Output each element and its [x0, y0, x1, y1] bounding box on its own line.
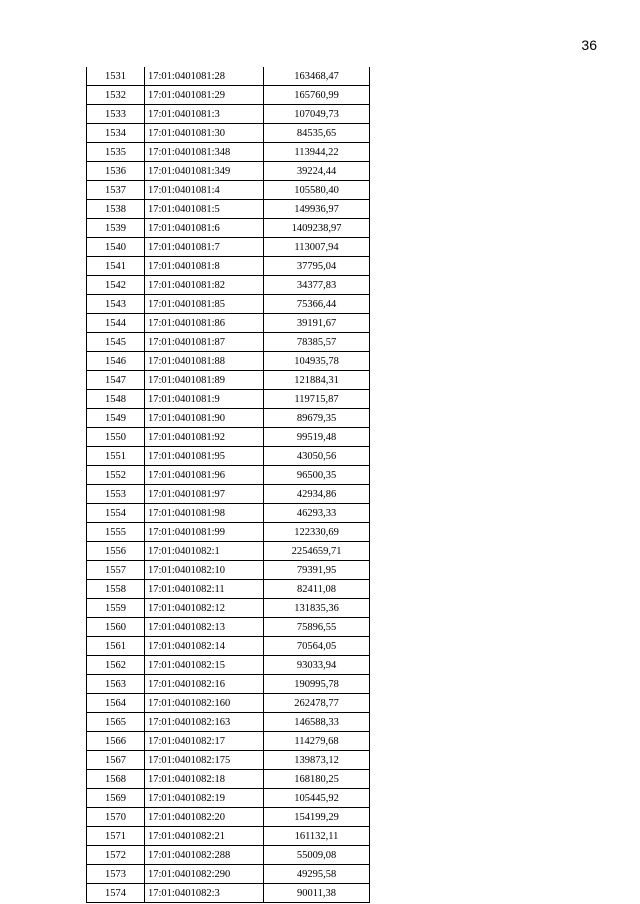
cadastral-value-cell: 39224,44 [264, 162, 370, 181]
table-row [87, 504, 370, 523]
cadastral-number-cell: 17:01:0401081:85 [145, 295, 264, 314]
cadastral-value-cell: 139873,12 [264, 751, 370, 770]
cadastral-number-cell: 17:01:0401082:19 [145, 789, 264, 808]
cadastral-value-cell: 154199,29 [264, 808, 370, 827]
cadastral-number-cell: 17:01:0401081:87 [145, 333, 264, 352]
cadastral-value-cell: 90011,38 [264, 884, 370, 903]
cadastral-value-cell: 37795,04 [264, 257, 370, 276]
table-row [87, 428, 370, 447]
cadastral-value-cell: 46293,33 [264, 504, 370, 523]
cadastral-number-cell: 17:01:0401082:175 [145, 751, 264, 770]
table-row [87, 333, 370, 352]
row-number-cell: 1556 [87, 542, 145, 561]
cadastral-value-cell: 146588,33 [264, 713, 370, 732]
cadastral-number-cell: 17:01:0401081:88 [145, 352, 264, 371]
cadastral-number-cell: 17:01:0401081:3 [145, 105, 264, 124]
row-number-cell: 1564 [87, 694, 145, 713]
cadastral-value-cell: 39191,67 [264, 314, 370, 333]
table-row [87, 846, 370, 865]
cadastral-value-cell: 70564,05 [264, 637, 370, 656]
row-number-cell: 1567 [87, 751, 145, 770]
cadastral-number-cell: 17:01:0401081:82 [145, 276, 264, 295]
cadastral-value-cell: 262478,77 [264, 694, 370, 713]
row-number-cell: 1549 [87, 409, 145, 428]
cadastral-number-cell: 17:01:0401082:160 [145, 694, 264, 713]
table-row [87, 86, 370, 105]
row-number-cell: 1563 [87, 675, 145, 694]
cadastral-number-cell: 17:01:0401081:97 [145, 485, 264, 504]
row-number-cell: 1550 [87, 428, 145, 447]
table-row [87, 390, 370, 409]
cadastral-number-cell: 17:01:0401081:30 [145, 124, 264, 143]
row-number-cell: 1554 [87, 504, 145, 523]
cadastral-number-cell: 17:01:0401082:12 [145, 599, 264, 618]
cadastral-value-cell: 114279,68 [264, 732, 370, 751]
cadastral-value-cell: 55009,08 [264, 846, 370, 865]
cadastral-number-cell: 17:01:0401081:6 [145, 219, 264, 238]
cadastral-value-cell: 107049,73 [264, 105, 370, 124]
row-number-cell: 1555 [87, 523, 145, 542]
page-number: 36 [581, 37, 597, 53]
table-row [87, 561, 370, 580]
row-number-cell: 1534 [87, 124, 145, 143]
cadastral-value-cell: 104935,78 [264, 352, 370, 371]
table-row [87, 105, 370, 124]
cadastral-value-cell: 84535,65 [264, 124, 370, 143]
table-row [87, 409, 370, 428]
cadastral-number-cell: 17:01:0401082:16 [145, 675, 264, 694]
table-row [87, 542, 370, 561]
cadastral-number-cell: 17:01:0401081:29 [145, 86, 264, 105]
cadastral-number-cell: 17:01:0401081:92 [145, 428, 264, 447]
table-row [87, 827, 370, 846]
cadastral-number-cell: 17:01:0401082:10 [145, 561, 264, 580]
table-row [87, 808, 370, 827]
table-row [87, 637, 370, 656]
row-number-cell: 1540 [87, 238, 145, 257]
table-row [87, 713, 370, 732]
row-number-cell: 1572 [87, 846, 145, 865]
cadastral-number-cell: 17:01:0401081:99 [145, 523, 264, 542]
cadastral-value-cell: 82411,08 [264, 580, 370, 599]
table-row [87, 732, 370, 751]
table-row [87, 295, 370, 314]
cadastral-number-cell: 17:01:0401082:290 [145, 865, 264, 884]
table-row [87, 789, 370, 808]
cadastral-number-cell: 17:01:0401082:288 [145, 846, 264, 865]
row-number-cell: 1535 [87, 143, 145, 162]
row-number-cell: 1541 [87, 257, 145, 276]
cadastral-number-cell: 17:01:0401081:8 [145, 257, 264, 276]
table-row [87, 124, 370, 143]
cadastral-number-cell: 17:01:0401082:3 [145, 884, 264, 903]
table-row [87, 276, 370, 295]
cadastral-value-cell: 2254659,71 [264, 542, 370, 561]
cadastral-number-cell: 17:01:0401082:11 [145, 580, 264, 599]
cadastral-value-cell: 105580,40 [264, 181, 370, 200]
row-number-cell: 1542 [87, 276, 145, 295]
table-row [87, 466, 370, 485]
cadastral-value-cell: 96500,35 [264, 466, 370, 485]
cadastral-value-cell: 113007,94 [264, 238, 370, 257]
table-row [87, 485, 370, 504]
row-number-cell: 1569 [87, 789, 145, 808]
row-number-cell: 1544 [87, 314, 145, 333]
row-number-cell: 1558 [87, 580, 145, 599]
row-number-cell: 1537 [87, 181, 145, 200]
cadastral-value-cell: 42934,86 [264, 485, 370, 504]
table-row [87, 219, 370, 238]
cadastral-value-cell: 78385,57 [264, 333, 370, 352]
row-number-cell: 1545 [87, 333, 145, 352]
cadastral-value-cell: 105445,92 [264, 789, 370, 808]
cadastral-number-cell: 17:01:0401082:13 [145, 618, 264, 637]
row-number-cell: 1548 [87, 390, 145, 409]
cadastral-value-cell: 119715,87 [264, 390, 370, 409]
row-number-cell: 1543 [87, 295, 145, 314]
row-number-cell: 1560 [87, 618, 145, 637]
cadastral-value-cell: 93033,94 [264, 656, 370, 675]
table-row [87, 618, 370, 637]
cadastral-value-cell: 43050,56 [264, 447, 370, 466]
row-number-cell: 1568 [87, 770, 145, 789]
cadastral-number-cell: 17:01:0401082:20 [145, 808, 264, 827]
cadastral-value-cell: 163468,47 [264, 67, 370, 86]
cadastral-value-cell: 131835,36 [264, 599, 370, 618]
row-number-cell: 1531 [87, 67, 145, 86]
cadastral-number-cell: 17:01:0401081:349 [145, 162, 264, 181]
cadastral-value-cell: 113944,22 [264, 143, 370, 162]
cadastral-value-cell: 121884,31 [264, 371, 370, 390]
table-row [87, 865, 370, 884]
table-row [87, 314, 370, 333]
row-number-cell: 1547 [87, 371, 145, 390]
table-body [87, 67, 370, 903]
cadastral-number-cell: 17:01:0401082:14 [145, 637, 264, 656]
table-row [87, 751, 370, 770]
table-row [87, 200, 370, 219]
cadastral-value-cell: 75896,55 [264, 618, 370, 637]
cadastral-value-cell: 165760,99 [264, 86, 370, 105]
cadastral-value-cell: 1409238,97 [264, 219, 370, 238]
row-number-cell: 1539 [87, 219, 145, 238]
cadastral-number-cell: 17:01:0401082:1 [145, 542, 264, 561]
table-row [87, 143, 370, 162]
table-row [87, 371, 370, 390]
cadastral-number-cell: 17:01:0401081:96 [145, 466, 264, 485]
cadastral-value-cell: 122330,69 [264, 523, 370, 542]
row-number-cell: 1565 [87, 713, 145, 732]
cadastral-value-cell: 190995,78 [264, 675, 370, 694]
cadastral-number-cell: 17:01:0401082:163 [145, 713, 264, 732]
row-number-cell: 1553 [87, 485, 145, 504]
cadastral-value-cell: 99519,48 [264, 428, 370, 447]
cadastral-number-cell: 17:01:0401081:95 [145, 447, 264, 466]
cadastral-number-cell: 17:01:0401082:21 [145, 827, 264, 846]
cadastral-number-cell: 17:01:0401081:89 [145, 371, 264, 390]
row-number-cell: 1551 [87, 447, 145, 466]
cadastral-value-cell: 75366,44 [264, 295, 370, 314]
cadastral-value-cell: 34377,83 [264, 276, 370, 295]
row-number-cell: 1536 [87, 162, 145, 181]
table-row [87, 238, 370, 257]
table-row [87, 656, 370, 675]
table-row [87, 257, 370, 276]
cadastral-value-cell: 79391,95 [264, 561, 370, 580]
row-number-cell: 1532 [87, 86, 145, 105]
cadastral-value-cell: 149936,97 [264, 200, 370, 219]
cadastral-number-cell: 17:01:0401081:9 [145, 390, 264, 409]
row-number-cell: 1571 [87, 827, 145, 846]
cadastral-value-cell: 161132,11 [264, 827, 370, 846]
row-number-cell: 1552 [87, 466, 145, 485]
row-number-cell: 1538 [87, 200, 145, 219]
row-number-cell: 1559 [87, 599, 145, 618]
table-row [87, 447, 370, 466]
cadastral-number-cell: 17:01:0401081:7 [145, 238, 264, 257]
cadastral-number-cell: 17:01:0401082:17 [145, 732, 264, 751]
cadastral-number-cell: 17:01:0401081:98 [145, 504, 264, 523]
row-number-cell: 1570 [87, 808, 145, 827]
row-number-cell: 1562 [87, 656, 145, 675]
cadastral-value-cell: 49295,58 [264, 865, 370, 884]
row-number-cell: 1533 [87, 105, 145, 124]
cadastral-number-cell: 17:01:0401081:90 [145, 409, 264, 428]
cadastral-number-cell: 17:01:0401081:5 [145, 200, 264, 219]
row-number-cell: 1561 [87, 637, 145, 656]
row-number-cell: 1566 [87, 732, 145, 751]
cadastral-number-cell: 17:01:0401082:18 [145, 770, 264, 789]
table-row [87, 67, 370, 86]
table-row [87, 675, 370, 694]
table-row [87, 162, 370, 181]
cadastral-number-cell: 17:01:0401081:4 [145, 181, 264, 200]
row-number-cell: 1546 [87, 352, 145, 371]
cadastral-number-cell: 17:01:0401081:348 [145, 143, 264, 162]
table-row [87, 580, 370, 599]
cadastral-value-cell: 168180,25 [264, 770, 370, 789]
cadastral-number-cell: 17:01:0401081:28 [145, 67, 264, 86]
row-number-cell: 1573 [87, 865, 145, 884]
table-row [87, 694, 370, 713]
cadastral-number-cell: 17:01:0401081:86 [145, 314, 264, 333]
table-row [87, 181, 370, 200]
cadastral-value-cell: 89679,35 [264, 409, 370, 428]
row-number-cell: 1557 [87, 561, 145, 580]
table-row [87, 884, 370, 903]
table-row [87, 352, 370, 371]
table-row [87, 770, 370, 789]
table-row [87, 523, 370, 542]
table-row [87, 599, 370, 618]
cadastral-number-cell: 17:01:0401082:15 [145, 656, 264, 675]
cadastral-value-table [86, 67, 370, 903]
row-number-cell: 1574 [87, 884, 145, 903]
